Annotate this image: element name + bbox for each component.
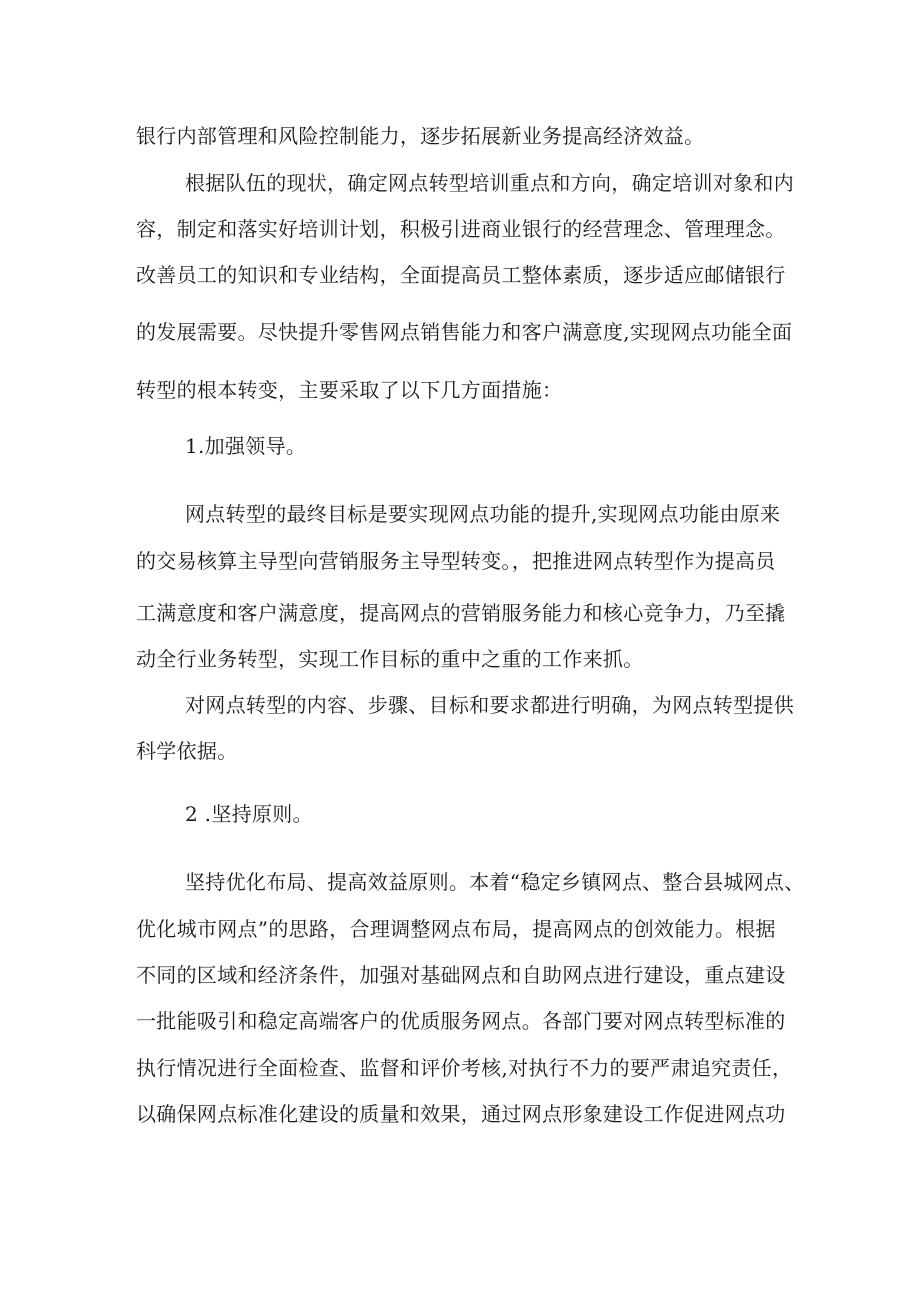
text-line: 坚持优化布局、提高效益原则。本着“稳定乡镇网点、整合县城网点、 (185, 870, 805, 894)
text-line: 容，制定和落实好培训计划，积极引进商业银行的经营理念、管理理念。 (136, 217, 786, 241)
text-line: 改善员工的知识和专业结构，全面提高员工整体素质，逐步适应邮储银行 (136, 263, 786, 287)
text-line: 工满意度和客户满意度，提高网点的营销服务能力和核心竞争力，乃至撬 (136, 601, 786, 625)
section-heading: 2 .坚持原则。 (185, 802, 313, 826)
text-line: 执行情况进行全面检查、监督和评价考核,对执行不力的要严肃追究责任， (136, 1056, 793, 1080)
text-line: 转型的根本转变，主要采取了以下几方面措施： (136, 378, 563, 402)
text-line: 优化城市网点”的思路，合理调整网点布局，提高网点的创效能力。根据 (136, 917, 776, 941)
text-line: 银行内部管理和风险控制能力，逐步拓展新业务提高经济效益。 (136, 124, 705, 148)
text-line: 以确保网点标准化建设的质量和效果，通过网点形象建设工作促进网点功 (136, 1102, 786, 1126)
text-line: 根据队伍的现状，确定网点转型培训重点和方向，确定培训对象和内 (185, 171, 794, 195)
text-line: 动全行业务转型，实现工作目标的重中之重的工作来抓。 (136, 647, 644, 671)
text-line: 不同的区域和经济条件，加强对基础网点和自助网点进行建设，重点建设 (136, 963, 786, 987)
text-line: 的交易核算主导型向营销服务主导型转变。，把推进网点转型作为提高员 (136, 549, 776, 573)
text-line: 的发展需要。尽快提升零售网点销售能力和客户满意度,实现网点功能全面 (136, 320, 793, 344)
text-line: 科学依据。 (136, 739, 238, 763)
text-line: 对网点转型的内容、步骤、目标和要求都进行明确，为网点转型提供 (185, 693, 794, 717)
text-line: 一批能吸引和稳定高端客户的优质服务网点。各部门要对网点转型标准的 (136, 1009, 786, 1033)
text-line: 网点转型的最终目标是要实现网点功能的提升,实现网点功能由原来 (185, 502, 781, 526)
section-heading: 1.加强领导。 (185, 434, 307, 458)
